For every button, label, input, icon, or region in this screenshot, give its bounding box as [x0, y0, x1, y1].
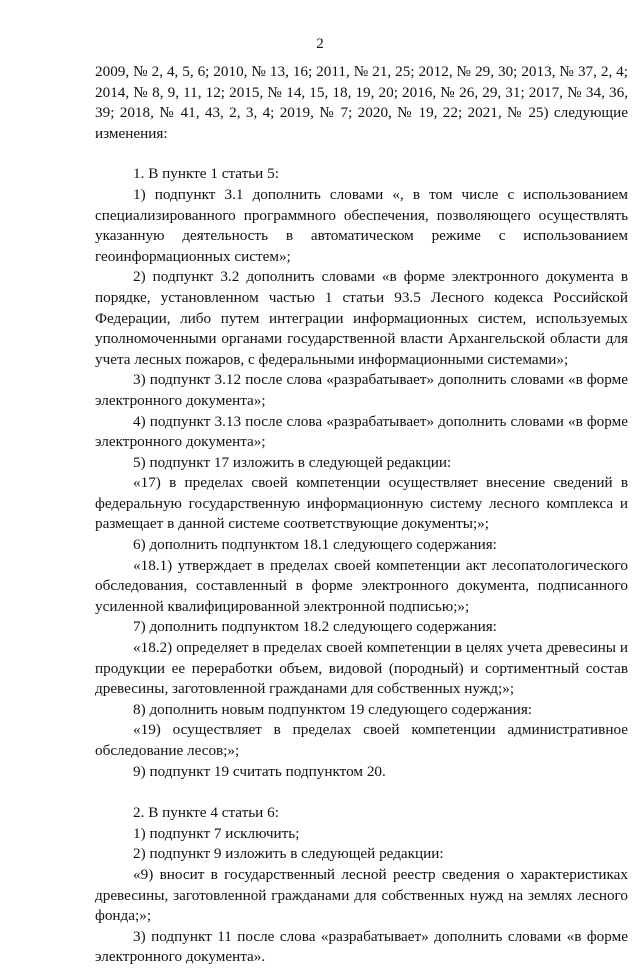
paragraph-item: 4) подпункт 3.13 после слова «разрабатывает» дополнить словами «в форме электронного документа»; [95, 412, 628, 451]
paragraph-item: 1) подпункт 3.1 дополнить словами «, в том числе с использованием специализированного программного обеспечения, позволяющего осуществлять указанную деятельность в автоматическом режиме с использованием геоинформационных систем»; [95, 185, 628, 265]
paragraph-item: 7) дополнить подпунктом 18.2 следующего содержания: [133, 618, 497, 636]
paragraph-item: «9) вносит в государственный лесной реестр сведения о характеристиках древесины, заготовленной гражданами для собственных нужд на землях лесного фонда;»; [95, 865, 628, 925]
section-heading-2: 2. В пункте 4 статьи 6: [133, 804, 279, 822]
document-body [95, 62, 628, 968]
paragraph-item: 2) подпункт 9 изложить в следующей редакции: [133, 845, 444, 863]
paragraph-item: 1) подпункт 7 исключить; [133, 824, 300, 842]
paragraph-item: 3) подпункт 3.12 после слова «разрабатывает» дополнить словами «в форме электронного документа»; [95, 371, 628, 409]
paragraph-item: «17) в пределах своей компетенции осуществляет внесение сведений в федеральную государственную информационную систему лесного комплекса и размещает в данной системе соответствующие документы;»; [95, 474, 628, 533]
paragraph-item: 9) подпункт 19 считать подпунктом 20. [133, 762, 386, 780]
paragraph-item: 2) подпункт 3.2 дополнить словами «в форме электронного документа в порядке, установленном частью 1 статьи 93.5 Лесного кодекса Российской Федерации, либо путем интеграции информационных систем, используемых уполномоченными органами государственной власти Архангельской области для учета лесных пожаров, с федеральными информационными системами»; [95, 268, 628, 368]
paragraph-item: «18.1) утверждает в пределах своей компетенции акт лесопатологического обследования, составленный в форме электронного документа, подписанного усиленной квалифицированной электронной подписью;»; [95, 556, 628, 615]
paragraph-item: 5) подпункт 17 изложить в следующей редакции: [133, 453, 452, 471]
paragraph-item: «18.2) определяет в пределах своей компетенции в целях учета древесины и продукции ее переработки объем, видовой (породный) и сортиментный состав древесины, заготовленной гражданами для собственных нужд;»; [95, 639, 628, 698]
paragraph-item: 6) дополнить подпунктом 18.1 следующего содержания: [133, 536, 497, 554]
paragraph-item: 8) дополнить новым подпунктом 19 следующего содержания: [133, 700, 533, 718]
section-heading-1: 1. В пункте 1 статьи 5: [133, 165, 279, 183]
paragraph-item: «19) осуществляет в пределах своей компетенции административное обследование лесов;»; [95, 721, 628, 759]
page-number: 2 [316, 36, 324, 52]
paragraph-intro-continuation: 2009, № 2, 4, 5, 6; 2010, № 13, 16; 2011, № 21, 25; 2012, № 29, 30; 2013, № 37, 2, 4; 2014, № 8, 9, 11, 12; 2015, № 14, 15, 18, 19, 20; 2016, № 26, 29, 31; 2017, № 34, 36, 39; 2018, № 41, 43, 2, 3, 4; 2019, № 7; 2020, № 19, 22; 2021, № 25) следующие изменения: [95, 63, 628, 142]
paragraph-item: 3) подпункт 11 после слова «разрабатывает» дополнить словами «в форме электронного документа». [95, 927, 628, 966]
